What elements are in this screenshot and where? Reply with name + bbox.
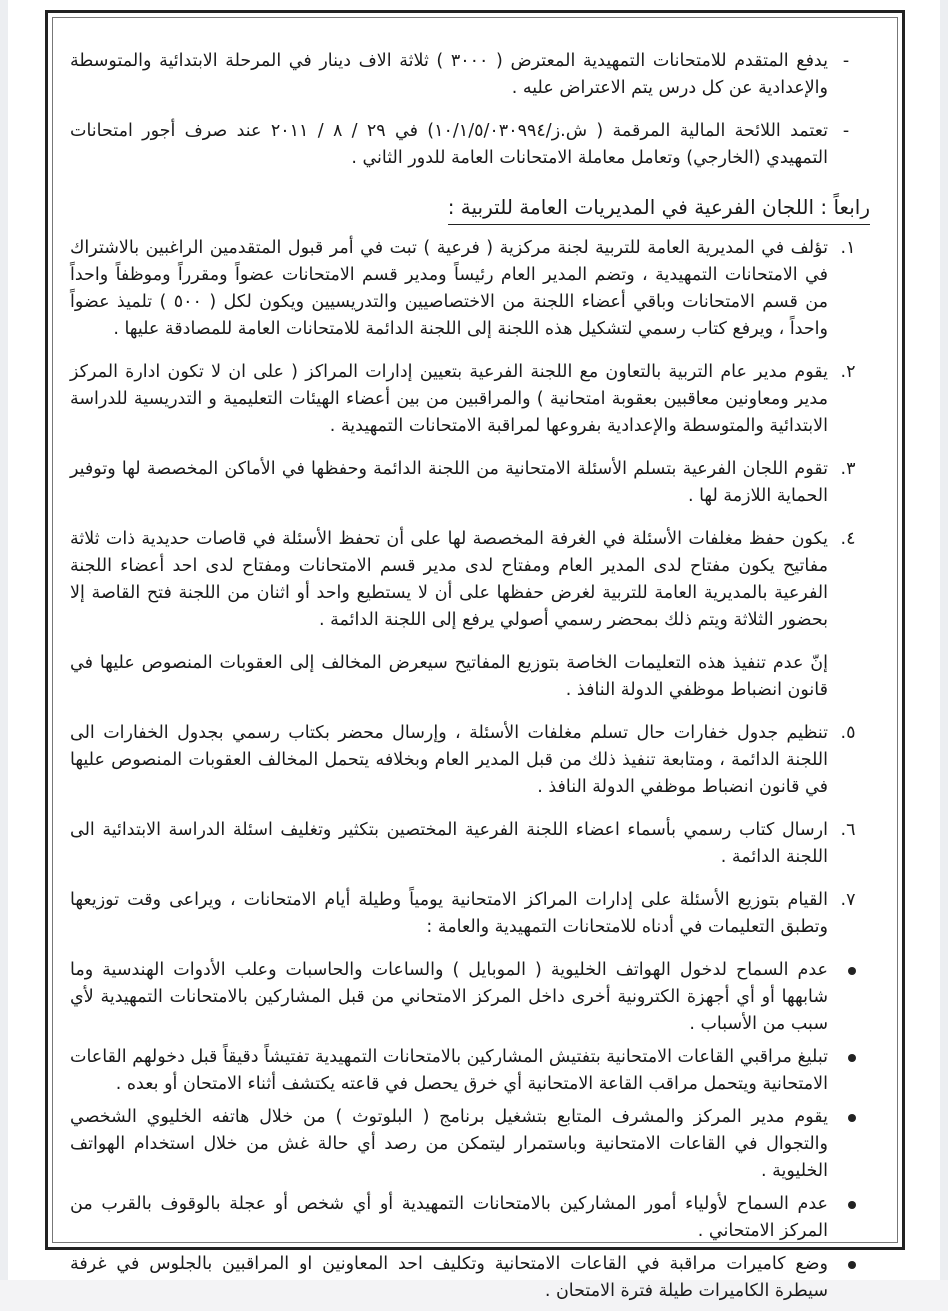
numbered-item — [70, 887, 870, 941]
bullet-dot-icon — [848, 1261, 856, 1269]
section-heading-wrap — [70, 188, 870, 235]
item-number: ١. — [840, 238, 856, 258]
bullet-item-text: تبليغ مراقبي القاعات الامتحانية بتفتيش المشاركين بالامتحانات التمهيدية تفتيشاً دقيقاً قبل دخولهم القاعات الامتحانية ويتحمل مراقب القاعة الامتحانية أي خرق يحصل في قاعته يكتشف أثناء الامتحان أو بعده . — [70, 1047, 828, 1094]
numbered-item-text: ارسال كتاب رسمي بأسماء اعضاء اللجنة الفرعية المختصين بتكثير وتغليف اسئلة الدراسة الابتدائية الى اللجنة الدائمة . — [70, 820, 828, 867]
bullet-item — [70, 1191, 870, 1245]
item-number: ٧. — [840, 890, 856, 910]
document-body — [70, 48, 870, 1311]
bullet-list — [70, 957, 870, 1305]
numbered-item — [70, 817, 870, 871]
bullet-item-text: عدم السماح لدخول الهواتف الخليوية ( الموبايل ) والساعات والحاسبات وعلب الأدوات الهندسية وما شابهها أو أي أجهزة الكترونية أخرى داخل المركز الامتحاني من قبل المشاركين بالامتحانات التمهيدية لأي سبب من الأسباب . — [70, 960, 828, 1034]
numbered-item-text: تقوم اللجان الفرعية بتسلم الأسئلة الامتحانية من اللجنة الدائمة وحفظها في الأماكن المخصصة لها وتوفير الحماية اللازمة لها . — [70, 459, 828, 506]
bullet-item — [70, 1104, 870, 1185]
item-note: إنّ عدم تنفيذ هذه التعليمات الخاصة بتوزيع المفاتيح سيعرض المخالف إلى العقوبات المنصوص عليها في قانون انضباط موظفي الدولة النافذ . — [70, 653, 828, 700]
numbered-item — [70, 720, 870, 801]
item-number: ٤. — [840, 529, 856, 549]
intro-item-text: تعتمد اللائحة المالية المرقمة ( ش.ز/١٠/١/٥/٠٣٠٩٩٤) في ٢٩ / ٨ / ٢٠١١ عند صرف أجور امتحانات التمهيدي (الخارجي) وتعامل معاملة الامتحانات العامة للدور الثاني . — [70, 121, 829, 168]
item-number: ٦. — [840, 820, 856, 840]
numbered-item-text: تنظيم جدول خفارات حال تسلم مغلفات الأسئلة ، وإرسال محضر بكتاب رسمي بجدول الخفارات الى اللجنة الدائمة ، ومتابعة تنفيذ ذلك من قبل المدير العام وبخلافه يتحمل المخالف العقوبات المنصوص عليها في قانون انضباط موظفي الدولة النافذ . — [70, 723, 828, 797]
bullet-dot-icon — [848, 1054, 856, 1062]
intro-item — [70, 118, 870, 172]
dash-marker: - — [842, 51, 850, 71]
numbered-item — [70, 456, 870, 510]
bullet-item-text: يقوم مدير المركز والمشرف المتابع بتشغيل برنامج ( البلوتوث ) من خلال هاتفه الخليوي الشخصي والتجوال في القاعات الامتحانية وباستمرار ليتمكن من رصد أي حالة غش من خلال استخدام الهواتف الخليوية . — [70, 1107, 828, 1181]
numbered-item — [70, 526, 870, 634]
numbered-item — [70, 235, 870, 343]
intro-item — [70, 48, 870, 102]
numbered-item-text: تؤلف في المديرية العامة للتربية لجنة مركزية ( فرعية ) تبت في أمر قبول المتقدمين الراغبين بالاشتراك في الامتحانات التمهيدية ، وتضم المدير العام رئيساً ومدير قسم الامتحانات عضواً ومقرراً وموظفاً واحداً من قسم الامتحانات وباقي أعضاء اللجنة من الاختصاصيين والتدريسيين ويكون لكل ( ٥٠٠ ) تلميذ عضواً واحداً ، ويرفع كتاب رسمي لتشكيل هذه اللجنة إلى اللجنة الدائمة للامتحانات العامة للمصادقة عليها . — [70, 238, 828, 339]
item-number: ٢. — [840, 362, 856, 382]
bullet-item — [70, 957, 870, 1038]
bullet-item — [70, 1044, 870, 1098]
numbered-item — [70, 359, 870, 440]
bullet-dot-icon — [848, 1114, 856, 1122]
item-number: ٥. — [840, 723, 856, 743]
bullet-dot-icon — [848, 1201, 856, 1209]
bullet-item-text: عدم السماح لأولياء أمور المشاركين بالامتحانات التمهيدية أو أي شخص أو عجلة بالوقوف بالقرب من المركز الامتحاني . — [70, 1194, 828, 1241]
numbered-item-text: يقوم مدير عام التربية بالتعاون مع اللجنة الفرعية بتعيين إدارات المراكز ( على ان لا تكون ادارة المركز مدير ومعاونين معاقبين بعقوبة امتحانية ) والمراقبين من بين أعضاء الهيئات التعليمية و التدريسية للدراسة الابتدائية والمتوسطة والإعدادية بفروعها لمراقبة الامتحانات التمهيدية . — [70, 362, 828, 436]
numbered-item-text: القيام بتوزيع الأسئلة على إدارات المراكز الامتحانية يومياً وطيلة أيام الامتحانات ، ويراعى وقت توزيعها وتطبق التعليمات في أدناه للامتحانات التمهيدية والعامة : — [70, 890, 828, 937]
item-number: ٣. — [840, 459, 856, 479]
bullet-dot-icon — [848, 967, 856, 975]
bullet-item-text: وضع كاميرات مراقبة في القاعات الامتحانية وتكليف احد المعاونين او المراقبين بالجلوس في غرفة سيطرة الكاميرات طيلة فترة الامتحان . — [70, 1254, 828, 1301]
dash-marker: - — [842, 121, 850, 141]
bullet-item — [70, 1251, 870, 1305]
section-heading: رابعاً : اللجان الفرعية في المديريات العامة للتربية : — [448, 192, 870, 225]
numbered-item-text: يكون حفظ مغلفات الأسئلة في الغرفة المخصصة لها على أن تحفظ الأسئلة في قاصات حديدية ذات ثلاثة مفاتيح يكون مفتاح لدى المدير العام ومفتاح لدى مدير قسم الامتحانات ومفتاح لدى احد أعضاء اللجنة الفرعية بالمديرية العامة للتربية لغرض حفظها على أن لا يستطيع واحد أو اثنان من اللجنة فتح القاصة إلا بحضور الثلاثة ويتم ذلك بمحضر رسمي أصولي يرفع إلى اللجنة الدائمة . — [70, 529, 828, 630]
intro-item-text: يدفع المتقدم للامتحانات التمهيدية المعترض ( ٣٠٠٠ ) ثلاثة الاف دينار في المرحلة الابتدائية والمتوسطة والإعدادية عن كل درس يتم الاعتراض عليه . — [70, 51, 828, 98]
